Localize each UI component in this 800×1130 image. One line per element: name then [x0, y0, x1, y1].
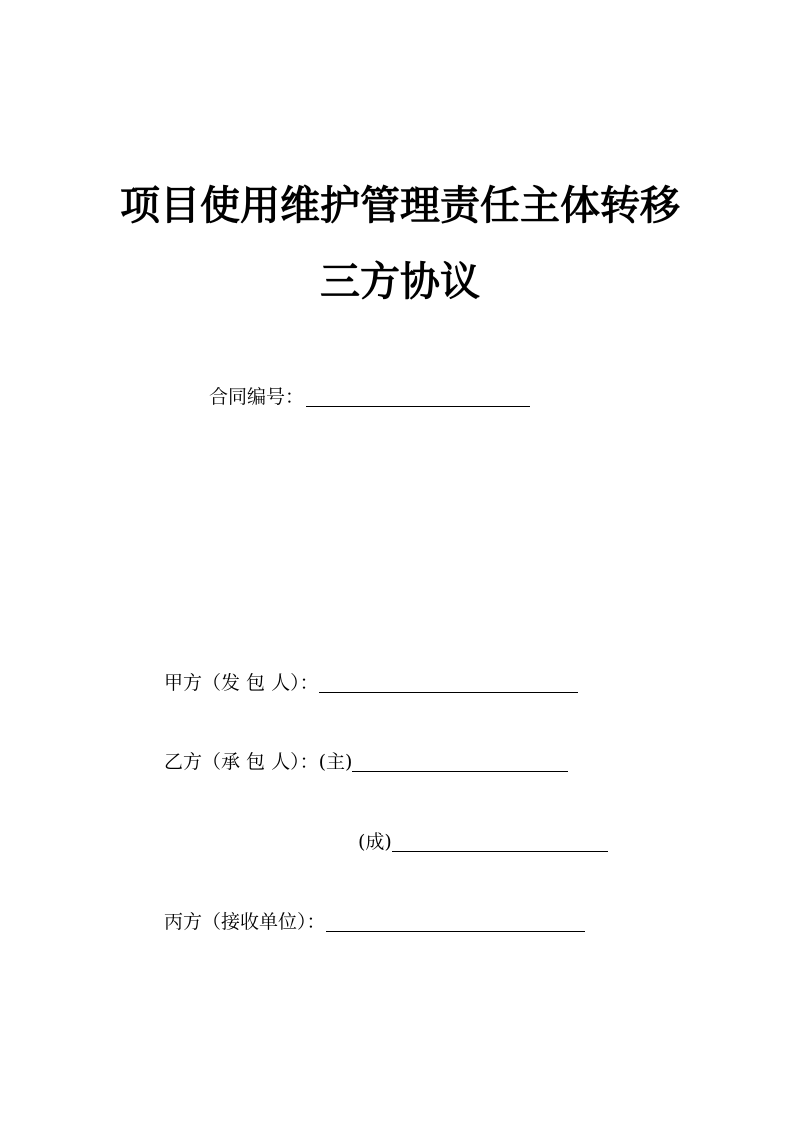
party-b-label: 乙方（承 包 人）：: [164, 751, 319, 773]
party-a-label: 甲方（发 包 人）：: [164, 672, 319, 694]
party-c-label: 丙方（接收单位）：: [164, 911, 326, 933]
party-b-sub-label: (成): [358, 831, 392, 853]
party-b-sub-blank: [392, 832, 608, 852]
party-b-main-row: [164, 752, 568, 772]
party-b-sub-row: [358, 832, 608, 852]
party-b-main-label: (主): [318, 751, 353, 773]
party-a-row: [164, 673, 578, 693]
party-b-main-blank: [352, 752, 568, 772]
document-title-line-2: 三方协议: [320, 258, 480, 305]
party-c-blank: [326, 912, 585, 932]
document-title-line-1: 项目使用维护管理责任主体转移: [120, 182, 680, 229]
contract-number-row: [209, 387, 530, 407]
contract-number-label: 合同编号：: [209, 386, 305, 408]
contract-number-blank: [306, 387, 530, 407]
party-a-blank: [319, 673, 578, 693]
party-c-row: [164, 912, 585, 932]
